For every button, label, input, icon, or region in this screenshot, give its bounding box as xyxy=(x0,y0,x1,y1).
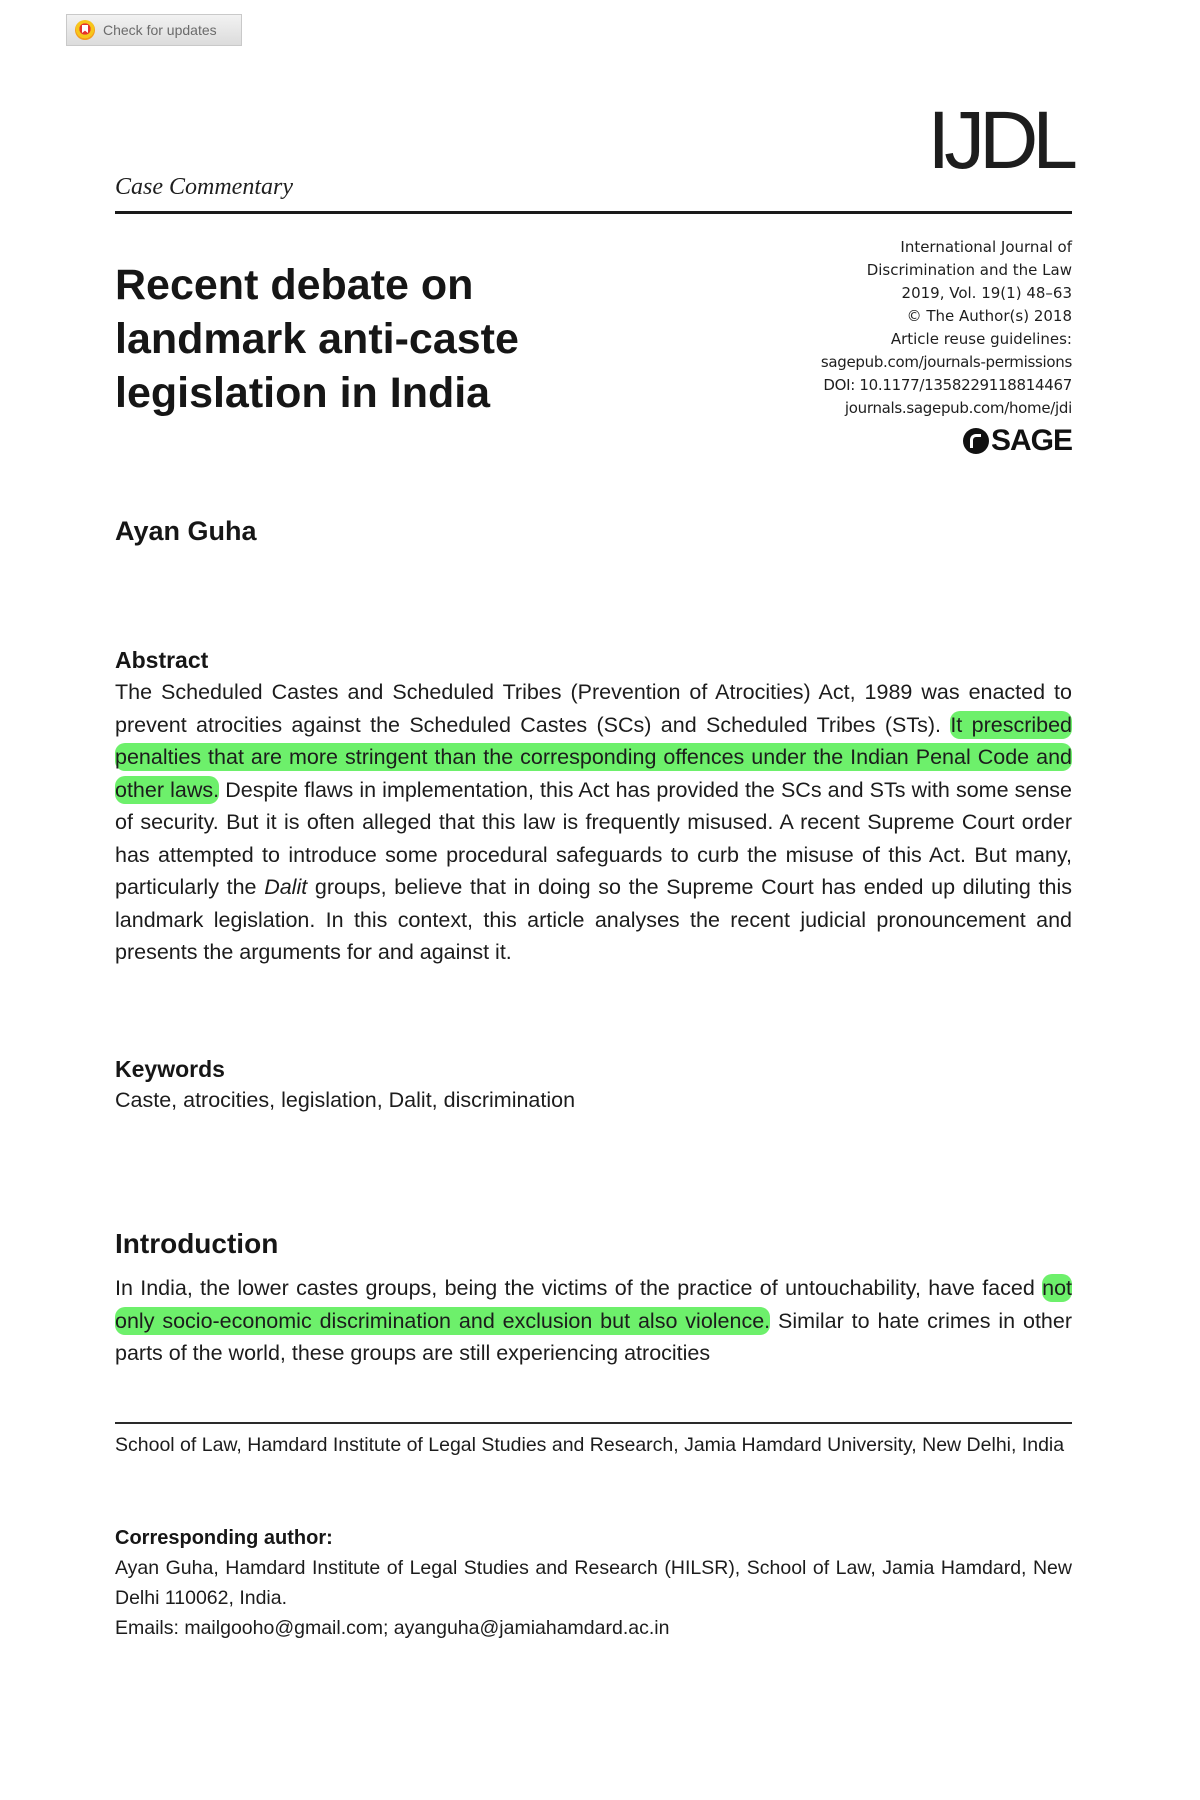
abstract-heading: Abstract xyxy=(115,647,209,673)
sage-mark-icon xyxy=(963,428,989,454)
abstract-part2: Despite flaws in implementation, this Act has provided the SCs and STs with some sense of security. But it is often alleged that this law is frequently misused. A recent Supreme Court order has attempted to introduce some procedural safeguards to curb the misuse of this Act. But many, particularly the xyxy=(115,777,1073,899)
author-name: Ayan Guha xyxy=(115,516,257,546)
volume-info: 2019, Vol. 19(1) 48–63 xyxy=(901,284,1072,302)
footnote-divider xyxy=(115,1422,1072,1424)
header-divider xyxy=(115,211,1072,214)
abstract-highlight: It prescribed penalties that are more stringent than the corresponding offences under the Indian Penal Code and other laws. xyxy=(115,712,1072,802)
permissions-link[interactable]: sagepub.com/journals-permissions xyxy=(820,353,1072,371)
keywords-heading: Keywords xyxy=(115,1056,225,1082)
intro-highlight: not only socio-economic discrimination and exclusion but also violence. xyxy=(115,1276,1072,1333)
sage-logo-text: SAGE xyxy=(990,424,1072,457)
abstract-part1: The Scheduled Castes and Scheduled Tribes (Prevention of Atrocities) Act, 1989 was enacted to prevent atrocities against the Scheduled Castes (SCs) and Scheduled Tribes (STs). xyxy=(115,680,1072,737)
journal-logo: IJDL xyxy=(927,95,1072,186)
doi[interactable]: DOI: 10.1177/1358229118814467 xyxy=(823,376,1072,394)
article-type: Case Commentary xyxy=(115,174,293,200)
affiliation: School of Law, Hamdard Institute of Legal Studies and Research, Jamia Hamdard University, New Delhi, India xyxy=(115,1434,1065,1456)
corresponding-author-label: Corresponding author: xyxy=(115,1527,333,1549)
journal-link[interactable]: journals.sagepub.com/home/jdi xyxy=(844,399,1072,417)
check-for-updates-label: Check for updates xyxy=(103,22,217,38)
corresponding-author-text: Ayan Guha, Hamdard Institute of Legal Studies and Research (HILSR), School of Law, Jamia Hamdard, New Delhi 110062, India. xyxy=(115,1557,1072,1609)
introduction-text xyxy=(115,1272,1072,1370)
introduction-heading: Introduction xyxy=(115,1228,279,1259)
check-for-updates-button[interactable] xyxy=(66,14,242,46)
intro-part1: In India, the lower castes groups, being the victims of the practice of untouchability, have faced xyxy=(115,1276,1043,1300)
journal-name-line1: International Journal of xyxy=(900,238,1072,256)
abstract-text xyxy=(115,676,1072,969)
journal-metadata xyxy=(772,236,1072,420)
reuse-label: Article reuse guidelines: xyxy=(890,330,1072,348)
abstract-italic-term: Dalit xyxy=(264,875,308,899)
intro-part2: Similar to hate crimes in other parts of the world, these groups are still experiencing atrocities xyxy=(115,1308,1072,1365)
journal-name-line2: Discrimination and the Law xyxy=(866,261,1072,279)
copyright: © The Author(s) 2018 xyxy=(906,307,1072,325)
abstract-part3: groups, believe that in doing so the Supreme Court has ended up diluting this landmark legislation. In this context, this article analyses the recent judicial pronouncement and presents the arguments for and against it. xyxy=(115,875,1072,964)
sage-logo xyxy=(963,424,1072,458)
article-title: Recent debate on landmark anti-caste legislation in India xyxy=(115,261,519,417)
crossmark-icon xyxy=(75,20,95,40)
author-emails[interactable]: Emails: mailgooho@gmail.com; ayanguha@jamiahamdard.ac.in xyxy=(115,1617,670,1639)
keywords-text: Caste, atrocities, legislation, Dalit, discrimination xyxy=(115,1088,576,1112)
